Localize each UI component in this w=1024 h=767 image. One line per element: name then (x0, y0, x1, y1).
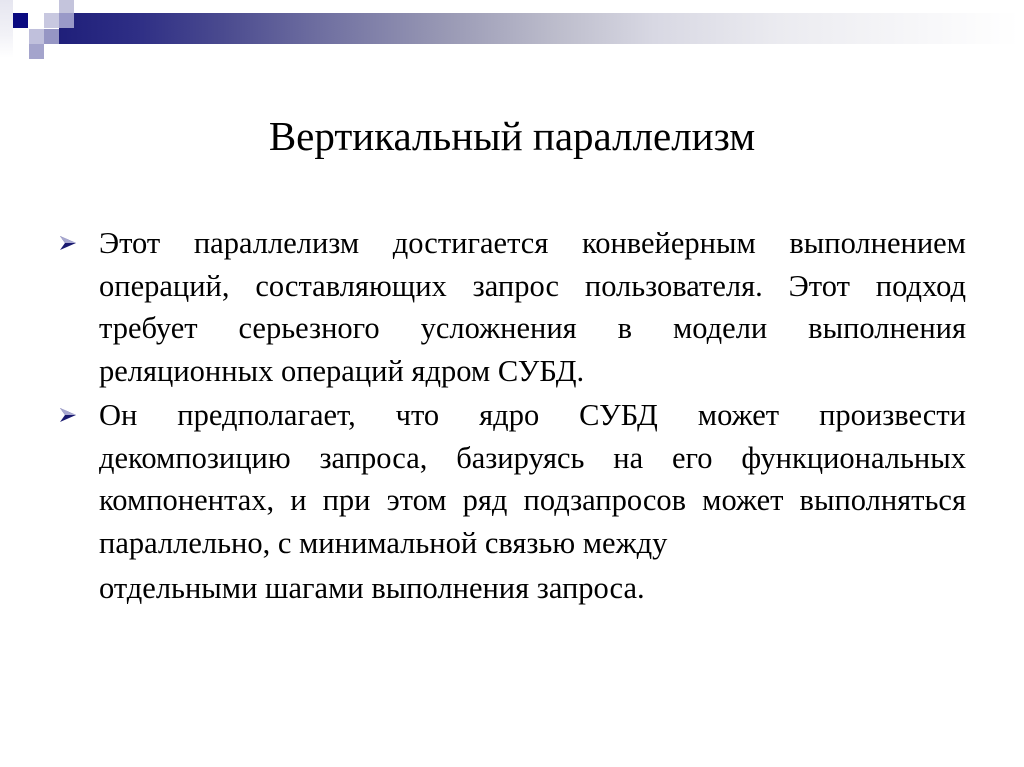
bullet-item (58, 222, 966, 392)
decorative-square (44, 13, 59, 28)
decorative-square (13, 13, 28, 28)
decorative-square (29, 29, 44, 44)
bullet-text: Он предполагает, что ядро СУБД может произвести декомпозицию запроса, базируясь на его функциональных компонентах, и при этом ряд подзапросов может выполняться параллельно, с минимальной связью между (99, 398, 966, 560)
arrow-bullet-icon (60, 236, 76, 250)
bullet-item (58, 394, 966, 610)
arrow-bullet-icon (60, 408, 76, 422)
decorative-square (59, 13, 74, 28)
decorative-square (59, 0, 74, 13)
slide-title: Вертикальный параллелизм (268, 113, 756, 159)
decorative-strip (0, 0, 13, 58)
decorative-square (29, 44, 44, 59)
slide-body (58, 222, 966, 612)
decorative-square (44, 29, 59, 44)
bullet-text-last-line: отдельными шагами выполнения запроса. (99, 571, 645, 605)
bullet-text: Этот параллелизм достигается конвейерным выполнением операций, составляющих запрос пользователя. Этот подход требует серьезного усложнения в модели выполнения реляционных операций ядром СУБД. (99, 226, 966, 388)
decorative-header-bar (59, 13, 1019, 44)
